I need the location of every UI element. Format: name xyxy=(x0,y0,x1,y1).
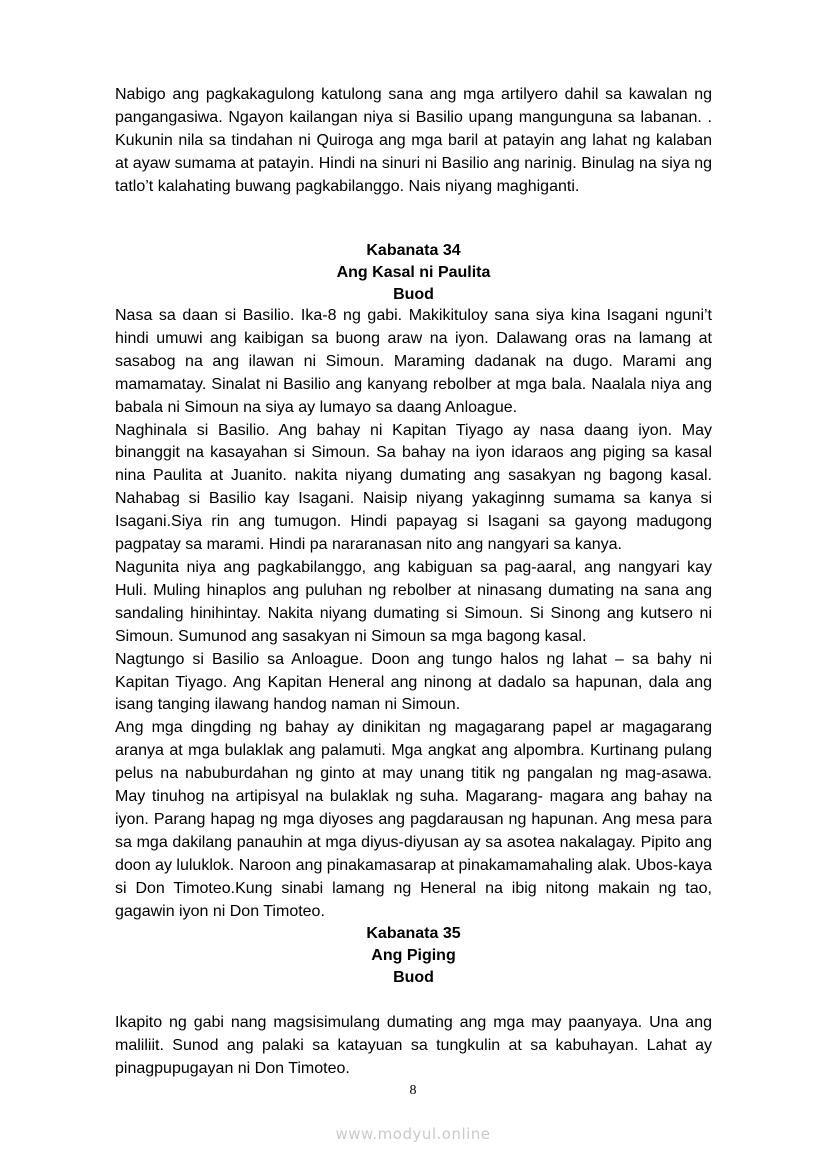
intro-paragraph: Nabigo ang pagkakagulong katulong sana ang mga artilyero dahil sa kawalan ng pangangasiwa. Ngayon kailangan niya si Basilio upang mangunguna sa labanan. . Kukunin nila sa tindahan ni Quiroga ang mga baril at patayin ang lahat ng kalaban at ayaw sumama at patayin. Hindi na sinuri ni Basilio ang narinig. Binulag na siya ng tatlo’t kalahating buwang pagkabilanggo. Nais niyang maghiganti. xyxy=(115,86,712,195)
chapter35-number: Kabanata 35 xyxy=(366,925,461,942)
chapter35-heading xyxy=(115,923,712,989)
chapter34-body xyxy=(115,305,712,923)
chapter35-label: Buod xyxy=(393,969,434,986)
chapter34-paragraph: Nagtungo si Basilio sa Anloague. Doon ang tungo halos ng lahat – sa bahy ni Kapitan Tiyago. Ang Kapitan Heneral ang ninong at dadalo sa hapunan, dala ang isang tanging ilawang handog naman ni Simoun. xyxy=(115,650,712,714)
chapter34-paragraph: Nasa sa daan si Basilio. Ika-8 ng gabi. Makikituloy sana siya kina Isagani nguni’t hindi umuwi ang kaibigan sa buong araw na iyon. Dalawang oras na lamang at sasabog na ang ilawan ni Simoun. Maraming dadanak na dugo. Marami ang mamamatay. Sinalat ni Basilio ang kanyang rebolber at mga bala. Naalala niya ang babala ni Simoun na siya ay lumayo sa daang Anloague. xyxy=(115,307,712,416)
page-number: 8 xyxy=(409,1083,417,1098)
chapter34-label: Buod xyxy=(393,286,434,303)
intro-section xyxy=(115,84,712,199)
chapter35-body xyxy=(115,1012,712,1081)
watermark: www.modyul.online xyxy=(335,1125,491,1143)
chapter34-paragraph: Naghinala si Basilio. Ang bahay ni Kapitan Tiyago ay nasa daang iyon. May binanggit na kasayahan si Simoun. Sa bahay na iyon idaraos ang piging sa kasal nina Paulita at Juanito. nakita niyang dumating ang sasakyan ng bagong kasal. Nahabag si Basilio kay Isagani. Naisip niyang yakaginng sumama sa kanya si Isagani.Siya rin ang tumugon. Hindi papayag si Isagani sa gayong madugong pagpatay sa marami. Hindi pa nararanasan nito ang nangyari sa kanya. xyxy=(115,421,712,554)
chapter34-title: Ang Kasal ni Paulita xyxy=(336,264,491,281)
chapter34-paragraph: Nagunita niya ang pagkabilanggo, ang kabiguan sa pag-aaral, ang nangyari kay Huli. Muling hinaplos ang puluhan ng rebolber at ninasang dumating na sana ang sandaling hinihintay. Nakita niyang dumating si Simoun. Si Sinong ang kutsero ni Simoun. Sumunod ang sasakyan ni Simoun sa mga bagong kasal. xyxy=(115,558,712,645)
chapter35-paragraph: Ikapito ng gabi nang magsisimulang dumating ang mga may paanyaya. Una ang maliliit. Sunod ang palaki sa katayuan sa tungkulin at sa kabuhayan. Lahat ay pinagpupugayan ni Don Timoteo. xyxy=(115,1014,712,1077)
chapter34-heading xyxy=(115,240,712,306)
chapter34-paragraph: Ang mga dingding ng bahay ay dinikitan ng magagarang papel ar magagarang aranya at mga bulaklak ang palamuti. Mga angkat ang alpombra. Kurtinang pulang pelus na nabuburdahan ng ginto at may unang titik ng pangalan ng mag-asawa. May tinuhog na artipisyal na bulaklak ng suha. Magarang- magara ang bahay na iyon. Parang hapag ng mga diyoses ang pagdarausan ng hapunan. Ang mesa para sa mga dakilang panauhin at mga diyus-diyusan ay sa asotea nakalagay. Pipito ang doon ay luluklok. Naroon ang pinakamasarap at pinakamamahaling alak. Ubos-kaya si Don Timoteo.Kung sinabi lamang ng Heneral na ibig nitong makain ng tao, gagawin iyon ni Don Timoteo. xyxy=(115,719,712,920)
chapter34-number: Kabanata 34 xyxy=(366,242,461,259)
chapter35-title: Ang Piging xyxy=(371,947,456,964)
